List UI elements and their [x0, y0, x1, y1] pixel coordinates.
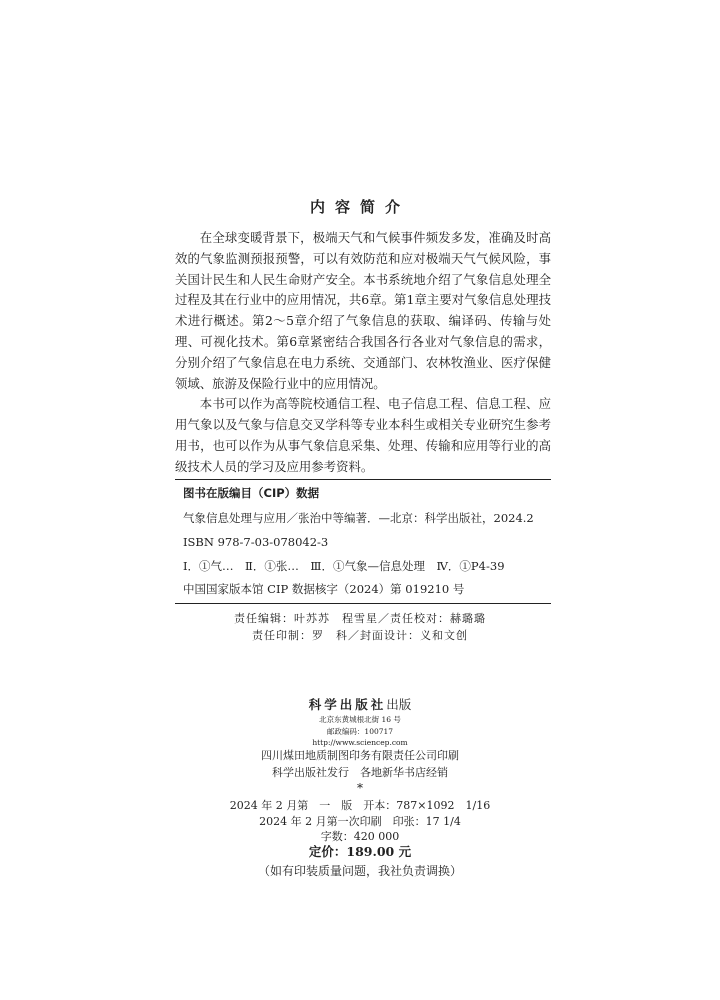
word-count: 字数：420 000 — [320, 830, 400, 843]
summary-body — [175, 228, 551, 478]
publisher-suffix: 出版 — [386, 697, 412, 712]
publisher-address: 北京东黄城根北街 16 号 — [319, 715, 401, 724]
summary-paragraph-1: 在全球变暖背景下，极端天气和气候事件频发多发，准确及时高效的气象监测预报预警，可以有效防范和应对极端天气气候风险，事关国计民生和人民生命财产安全。本书系统地介绍了气象信息处理全过程及其在行业中的应用情况，共6章。第1章主要对气象信息处理技术进行概述。第2～5章介绍了气象信息的获取、编译码、传输与处理、可视化技术。第6章紧密结合我国各行各业对气象信息的需求，分别介绍了气象信息在电力系统、交通部门、农林牧渔业、医疗保健领域、旅游及保险行业中的应用情况。 — [175, 230, 551, 391]
cip-bottom-divider — [175, 603, 551, 604]
cip-top-divider — [175, 479, 551, 480]
cip-isbn: ISBN 978-7-03-078042-3 — [183, 535, 329, 549]
edition-line: 2024 年 2 月第 一 版 开本：787×1092 1/16 — [229, 799, 491, 812]
publisher-name — [0, 695, 720, 713]
printer-line: 四川煤田地质制图印务有限责任公司印刷 — [261, 749, 459, 762]
cip-classification: Ⅰ．①气… Ⅱ．①张… Ⅲ．①气象—信息处理 Ⅳ．①P4-39 — [183, 559, 505, 573]
distributor-line: 科学出版社发行 各地新华书店经销 — [272, 766, 448, 779]
cip-number: 中国国家版本馆 CIP 数据核字（2024）第 019210 号 — [183, 582, 465, 596]
price: 定价：189.00 元 — [308, 844, 412, 859]
cip-heading: 图书在版编目（CIP）数据 — [183, 486, 320, 500]
summary-paragraph-2: 本书可以作为高等院校通信工程、电子信息工程、信息工程、应用气象以及气象与信息交叉学科等专业本科生或相关专业研究生参考用书，也可以作为从事气象信息采集、处理、传输和应用等行业的高级技术人员的学习及应用参考资料。 — [175, 396, 551, 474]
printing-line: 2024 年 2 月第一次印刷 印张：17 1/4 — [259, 815, 461, 828]
publisher-name-text: 科学出版社 — [308, 697, 387, 712]
publisher-website: http://www.sciencep.com — [312, 738, 408, 747]
quality-notice: （如有印装质量问题，我社负责调换） — [257, 864, 462, 878]
summary-title: 内容简介 — [309, 198, 410, 216]
staff-line-production: 责任印制：罗 科／封面设计：义和文创 — [252, 629, 468, 642]
separator-star: * — [357, 781, 363, 795]
publisher-postcode: 邮政编码：100717 — [326, 727, 394, 736]
staff-line-editors: 责任编辑：叶苏苏 程雪星／责任校对：赫璐璐 — [234, 612, 486, 625]
cip-book-line: 气象信息处理与应用／张治中等编著．—北京：科学出版社，2024.2 — [183, 511, 534, 525]
